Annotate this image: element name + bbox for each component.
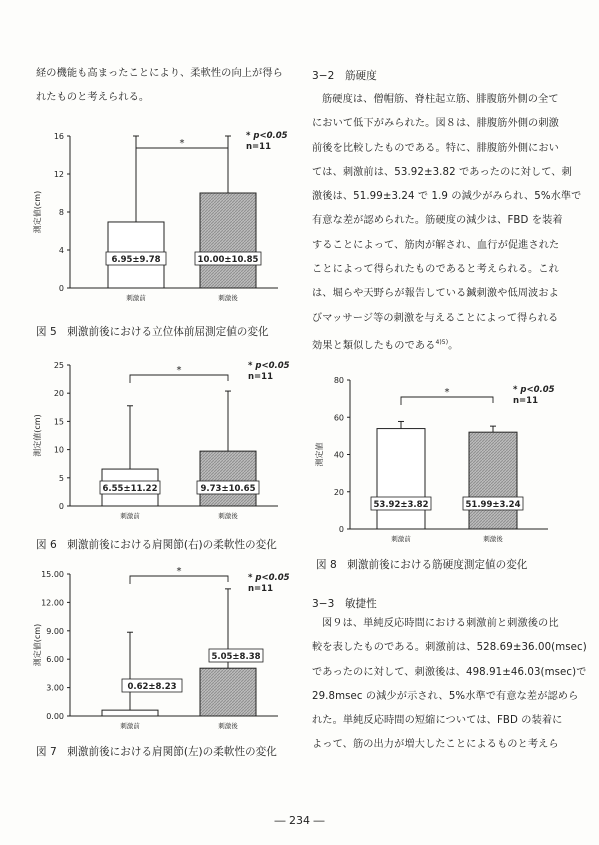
bar xyxy=(200,193,256,288)
significance-bracket xyxy=(401,397,493,405)
text-line: は、堀らや天野らが報告している鍼刺激や低周波およ xyxy=(312,288,559,300)
y-tick-label: 10 xyxy=(53,445,64,455)
stat-annotation: n=11 xyxy=(246,142,272,152)
y-tick-label: 3.00 xyxy=(46,683,64,693)
bar xyxy=(200,451,256,506)
text-line: びマッサージ等の刺激を与えることによって得られる xyxy=(312,312,559,324)
citation: 4)5) xyxy=(435,338,449,346)
category-label: 刺激前 xyxy=(120,512,140,520)
text-line: ことによって得られたものであると考えられる。これ xyxy=(312,264,559,276)
stat-annotation: n=11 xyxy=(248,584,274,594)
y-tick-label: 12.00 xyxy=(41,598,64,608)
y-tick-label: 12 xyxy=(53,170,64,179)
text-line: よって、筋の出力が増大したことによるものと考えら xyxy=(312,739,559,751)
section-heading-3-2: 3−2 筋硬度 xyxy=(312,70,377,82)
text-span: 筋硬度は、僧帽筋、脊柱起立筋、腓腹筋外側の全て xyxy=(322,94,559,105)
significance-star: * xyxy=(179,138,185,149)
y-tick-label: 25 xyxy=(53,361,64,370)
figure-7-chart xyxy=(28,565,298,735)
value-label: 0.62±8.23 xyxy=(127,682,177,692)
figure-6-caption: 図 6 刺激前後における肩関節(右)の柔軟性の変化 xyxy=(36,539,277,551)
text-span: 。 xyxy=(448,340,459,352)
y-tick-label: 8 xyxy=(58,208,64,217)
category-label: 刺激前 xyxy=(126,294,146,302)
y-axis-label: 測定値 xyxy=(315,442,324,467)
significance-star: * xyxy=(176,365,182,376)
section-heading-3-3: 3−3 敏捷性 xyxy=(312,598,377,610)
text-line: 較を表したものである。刺激前は、528.69±36.00(msec) xyxy=(312,642,587,654)
y-axis-label: 測定値(cm) xyxy=(33,414,42,457)
text-line: れたものと考えられる。 xyxy=(36,92,150,104)
bar xyxy=(200,668,256,716)
y-tick-label: 4 xyxy=(58,246,64,255)
text-line: れた。単純反応時間の短縮については、FBD の装着に xyxy=(312,715,563,727)
right-paragraph-2 xyxy=(312,612,587,758)
y-tick-label: 16 xyxy=(53,132,64,141)
y-tick-label: 5 xyxy=(58,473,64,483)
figure-8-chart xyxy=(308,370,578,545)
stat-annotation: n=11 xyxy=(248,372,274,382)
figure-6-chart xyxy=(28,355,298,535)
significance-star: * xyxy=(444,387,450,398)
stat-annotation: * p<0.05 xyxy=(248,361,290,371)
significance-star: * xyxy=(176,566,182,577)
stat-annotation: * p<0.05 xyxy=(513,385,555,395)
y-tick-label: 0 xyxy=(58,284,64,293)
y-tick-label: 80 xyxy=(333,376,344,385)
figure-7-caption: 図 7 刺激前後における肩関節(左)の柔軟性の変化 xyxy=(36,746,277,758)
figure-5-caption: 図 5 刺激前後における立位体前屈測定値の変化 xyxy=(36,326,269,338)
figure-8-caption: 図 8 刺激前後における筋硬度測定値の変化 xyxy=(316,559,528,571)
value-label: 10.00±10.85 xyxy=(197,255,259,265)
significance-bracket xyxy=(136,148,228,156)
text-line: であったのに対して、刺激後は、498.91±46.03(msec)で xyxy=(312,666,587,678)
figure-5-svg xyxy=(28,128,298,308)
y-tick-label: 20 xyxy=(333,487,344,497)
value-label: 51.99±3.24 xyxy=(465,500,521,510)
y-axis-label: 測定値(cm) xyxy=(33,190,42,234)
category-label: 刺激前 xyxy=(391,535,411,543)
y-tick-label: 0 xyxy=(58,502,64,511)
stat-annotation: * p<0.05 xyxy=(246,131,288,141)
stat-annotation: * p<0.05 xyxy=(248,573,290,583)
page-number: ― 234 ― xyxy=(274,814,325,827)
y-tick-label: 6.00 xyxy=(46,655,64,665)
bar xyxy=(102,710,158,716)
y-tick-label: 0.00 xyxy=(46,712,64,721)
left-text-top xyxy=(36,62,283,111)
value-label: 6.55±11.22 xyxy=(102,484,158,494)
text-line: において低下がみられた。図８は、腓腹筋外側の刺激 xyxy=(312,118,559,130)
y-tick-label: 20 xyxy=(53,389,64,399)
text-line: 経の機能も高まったことにより、柔軟性の向上が得ら xyxy=(36,68,283,79)
value-label: 9.73±10.65 xyxy=(200,484,256,494)
right-paragraph-1 xyxy=(312,88,581,359)
y-axis-label: 測定値(cm) xyxy=(33,623,42,667)
text-line xyxy=(312,88,581,112)
y-tick-label: 15.00 xyxy=(41,570,64,579)
bar xyxy=(377,429,425,529)
text-line: 29.8msec の減少が示され、5%水準で有意な差が認めら xyxy=(312,690,579,702)
y-tick-label: 40 xyxy=(333,450,344,460)
y-tick-label: 15 xyxy=(53,417,64,427)
category-label: 刺激後 xyxy=(483,535,503,543)
bar xyxy=(469,432,517,529)
text-line xyxy=(312,331,581,359)
significance-bracket xyxy=(130,576,228,584)
text-line: 激後は、51.99±3.24 で 1.9 の減少がみられ、5%水準で xyxy=(312,191,582,203)
text-line: することによって、筋肉が解され、血行が促進された xyxy=(312,239,560,251)
category-label: 刺激後 xyxy=(218,722,238,730)
significance-bracket xyxy=(130,375,228,383)
text-line: 前後を比較したものである。特に、腓腹筋外側におい xyxy=(312,142,559,154)
stat-annotation: n=11 xyxy=(513,396,539,406)
figure-7-svg xyxy=(28,565,298,735)
category-label: 刺激前 xyxy=(120,722,140,730)
category-label: 刺激後 xyxy=(218,294,238,302)
text-span: 効果と類似したものである xyxy=(312,340,436,352)
y-tick-label: 60 xyxy=(333,413,344,423)
value-label: 6.95±9.78 xyxy=(111,255,161,265)
text-line: 有意な差が認められた。筋硬度の減少は、FBD を装着 xyxy=(312,215,563,227)
y-tick-label: 9.00 xyxy=(46,626,64,636)
figure-8-svg xyxy=(308,370,578,545)
category-label: 刺激後 xyxy=(218,512,238,520)
figure-6-svg xyxy=(28,355,298,535)
text-line: ては、刺激前は、53.92±3.82 であったのに対して、刺 xyxy=(312,166,572,178)
value-label: 5.05±8.38 xyxy=(211,652,261,662)
figure-5-chart xyxy=(28,128,298,308)
value-label: 53.92±3.82 xyxy=(373,500,429,510)
text-span: 図９は、単純反応時間における刺激前と刺激後の比 xyxy=(322,618,559,629)
text-line xyxy=(312,612,587,636)
y-tick-label: 0 xyxy=(338,525,344,534)
